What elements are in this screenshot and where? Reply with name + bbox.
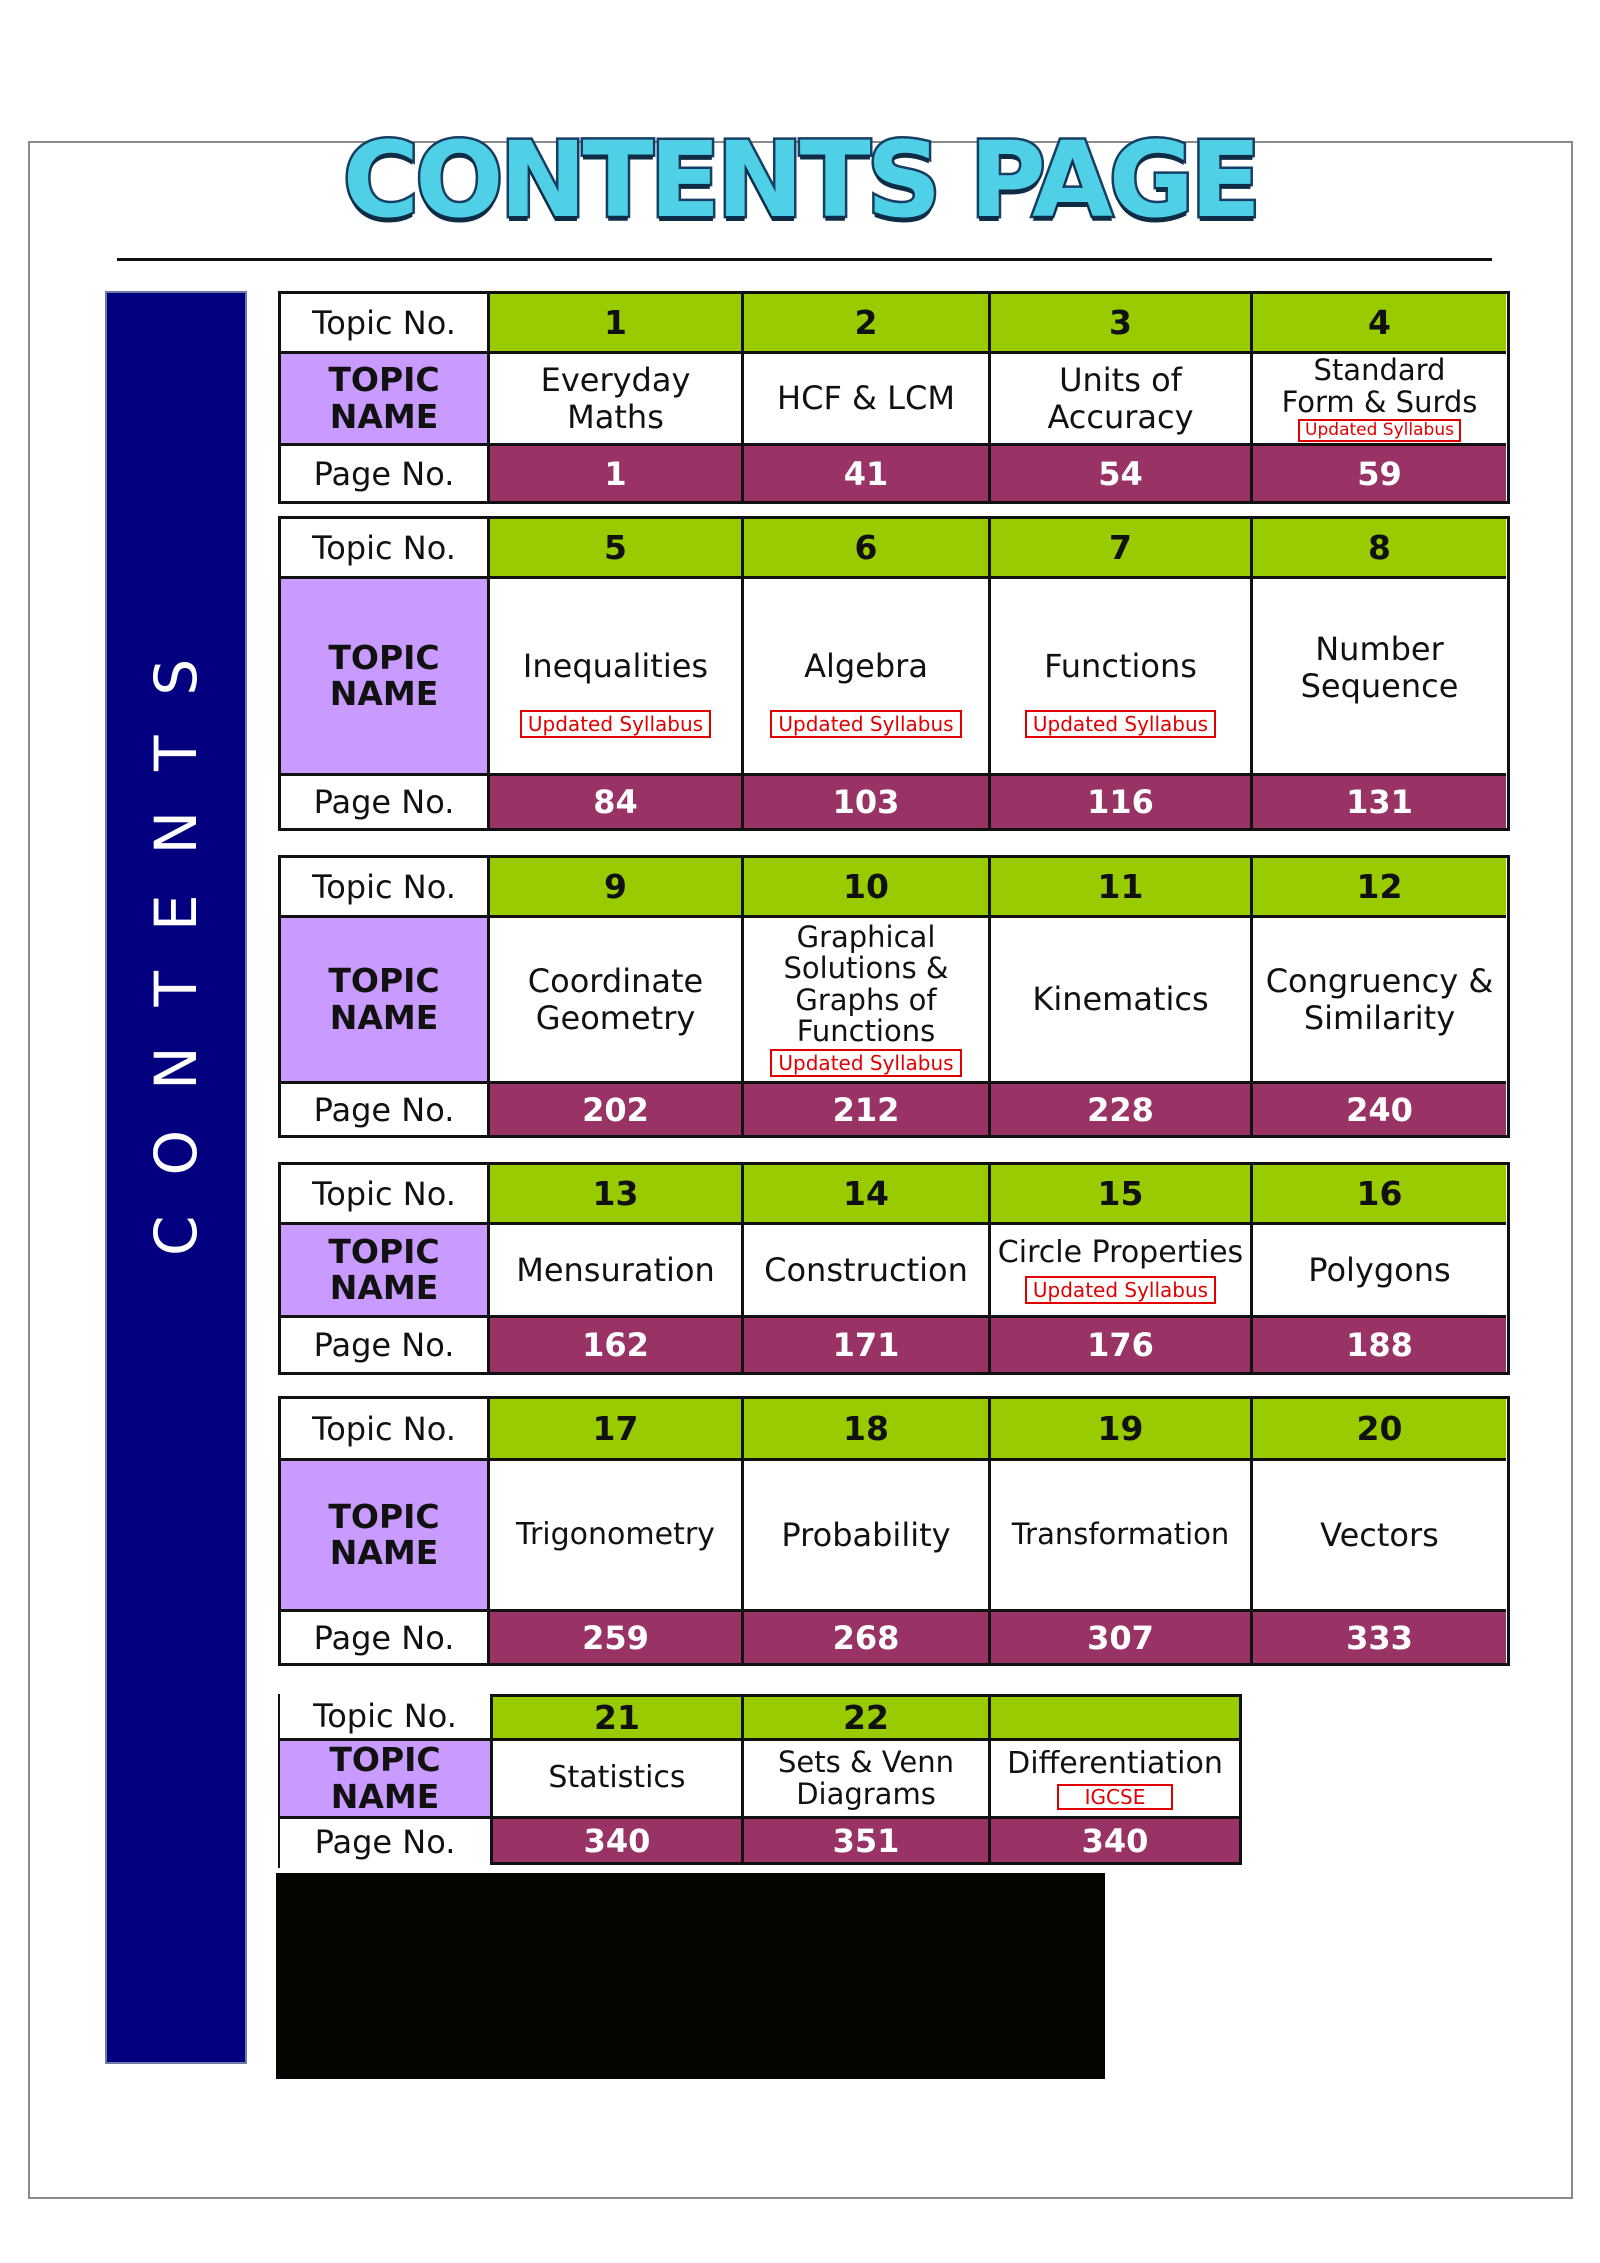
page-number: 131 [1253,776,1506,828]
page-no-label: Page No. [281,446,490,501]
contents-block-2 [278,516,1510,831]
page-number: 103 [744,776,991,828]
topic-number: 14 [744,1165,991,1225]
topic-number-row [280,1694,1242,1741]
page-number: 1 [490,446,744,501]
topic-number: 2 [744,294,991,354]
page-number: 340 [991,1819,1242,1865]
topic-name: Inequalities Updated Syllabus [490,579,744,776]
redacted-block [276,1873,1105,2079]
topic-name: Statistics [490,1741,744,1819]
topic-name: Algebra Updated Syllabus [744,579,991,776]
topic-no-label: Topic No. [280,1694,490,1741]
page-number: 307 [991,1612,1253,1663]
topic-number: 20 [1253,1399,1506,1461]
topic-number [991,1694,1242,1741]
page-number-row [280,1819,1242,1865]
topic-number-row [281,294,1506,354]
topic-name: Number Sequence [1253,579,1506,776]
page-title: CONTENTS PAGE [342,119,1258,241]
updated-syllabus-badge: Updated Syllabus [1025,710,1216,738]
page-number: 202 [490,1084,744,1135]
page-number: 84 [490,776,744,828]
topic-name-label: TOPIC NAME [281,1225,490,1318]
title-divider [117,258,1492,261]
topic-name-row [280,1741,1242,1819]
topic-name: Transformation [991,1461,1253,1612]
contents-block-5 [278,1396,1510,1666]
page-no-label: Page No. [281,1612,490,1663]
topic-name: Vectors [1253,1461,1506,1612]
page-no-label: Page No. [281,1318,490,1372]
page-no-label: Page No. [281,1084,490,1135]
topic-name: Construction [744,1225,991,1318]
page-no-label: Page No. [280,1819,490,1865]
igcse-badge: IGCSE [1057,1784,1174,1810]
topic-number: 6 [744,519,991,579]
page-number: 228 [991,1084,1253,1135]
updated-syllabus-badge: Updated Syllabus [770,1049,961,1077]
sidebar-banner [105,291,247,2064]
topic-name-label: TOPIC NAME [281,354,490,446]
topic-name-row [281,918,1506,1084]
topic-number: 19 [991,1399,1253,1461]
page-number-row [281,776,1506,828]
topic-number: 18 [744,1399,991,1461]
topic-name: Coordinate Geometry [490,918,744,1084]
updated-syllabus-badge: Updated Syllabus [1025,1276,1216,1304]
sidebar-label: CONTENTS [142,618,210,1256]
page-number: 268 [744,1612,991,1663]
topic-name: Trigonometry [490,1461,744,1612]
topic-name-row [281,579,1506,776]
topic-name-row [281,354,1506,446]
page-number: 116 [991,776,1253,828]
topic-number: 13 [490,1165,744,1225]
page-number: 259 [490,1612,744,1663]
contents-block-6 [278,1694,1244,1868]
topic-name: Graphical Solutions & Graphs of Functions Updated Syllabus [744,918,991,1084]
contents-block-3 [278,855,1510,1138]
page-number: 188 [1253,1318,1506,1372]
topic-name: HCF & LCM [744,354,991,446]
page-number: 351 [744,1819,991,1865]
topic-number: 15 [991,1165,1253,1225]
topic-name: Standard Form & Surds Updated Syllabus [1253,354,1506,446]
topic-number: 1 [490,294,744,354]
topic-number-row [281,858,1506,918]
topic-number: 11 [991,858,1253,918]
topic-name-label: TOPIC NAME [281,579,490,776]
topic-name-row [281,1225,1506,1318]
topic-no-label: Topic No. [281,294,490,354]
page-number-row [281,1318,1506,1372]
topic-name: Circle Properties Updated Syllabus [991,1225,1253,1318]
page-number: 59 [1253,446,1506,501]
page-number-row [281,446,1506,501]
topic-name-label: TOPIC NAME [280,1741,490,1819]
topic-number: 3 [991,294,1253,354]
page-number: 176 [991,1318,1253,1372]
topic-name: Mensuration [490,1225,744,1318]
page-no-label: Page No. [281,776,490,828]
topic-name: Sets & Venn Diagrams [744,1741,991,1819]
contents-block-1 [278,291,1510,504]
topic-number: 12 [1253,858,1506,918]
topic-number-row [281,1399,1506,1461]
topic-number: 22 [744,1694,991,1741]
topic-no-label: Topic No. [281,519,490,579]
updated-syllabus-badge: Updated Syllabus [520,710,711,738]
topic-name: Units of Accuracy [991,354,1253,446]
page-number: 41 [744,446,991,501]
topic-number: 10 [744,858,991,918]
page-number-row [281,1084,1506,1135]
contents-block-4 [278,1162,1510,1375]
page-number-row [281,1612,1506,1663]
page-number: 212 [744,1084,991,1135]
topic-number: 9 [490,858,744,918]
topic-number: 5 [490,519,744,579]
topic-number: 16 [1253,1165,1506,1225]
page-number: 171 [744,1318,991,1372]
page-number: 54 [991,446,1253,501]
topic-name: Differentiation IGCSE [991,1741,1242,1819]
topic-number-row [281,1165,1506,1225]
topic-no-label: Topic No. [281,1399,490,1461]
page-number: 240 [1253,1084,1506,1135]
topic-name-row [281,1461,1506,1612]
topic-name: Everyday Maths [490,354,744,446]
topic-name: Polygons [1253,1225,1506,1318]
topic-name: Kinematics [991,918,1253,1084]
topic-name: Congruency & Similarity [1253,918,1506,1084]
page-number: 340 [490,1819,744,1865]
topic-name: Probability [744,1461,991,1612]
page-number: 162 [490,1318,744,1372]
topic-number: 17 [490,1399,744,1461]
topic-name-label: TOPIC NAME [281,918,490,1084]
topic-number: 8 [1253,519,1506,579]
topic-number: 7 [991,519,1253,579]
page-number: 333 [1253,1612,1506,1663]
updated-syllabus-badge: Updated Syllabus [1298,419,1461,442]
updated-syllabus-badge: Updated Syllabus [770,710,961,738]
topic-number: 4 [1253,294,1506,354]
topic-number: 21 [490,1694,744,1741]
topic-number-row [281,519,1506,579]
topic-name-label: TOPIC NAME [281,1461,490,1612]
topic-name: Functions Updated Syllabus [991,579,1253,776]
topic-no-label: Topic No. [281,858,490,918]
topic-no-label: Topic No. [281,1165,490,1225]
